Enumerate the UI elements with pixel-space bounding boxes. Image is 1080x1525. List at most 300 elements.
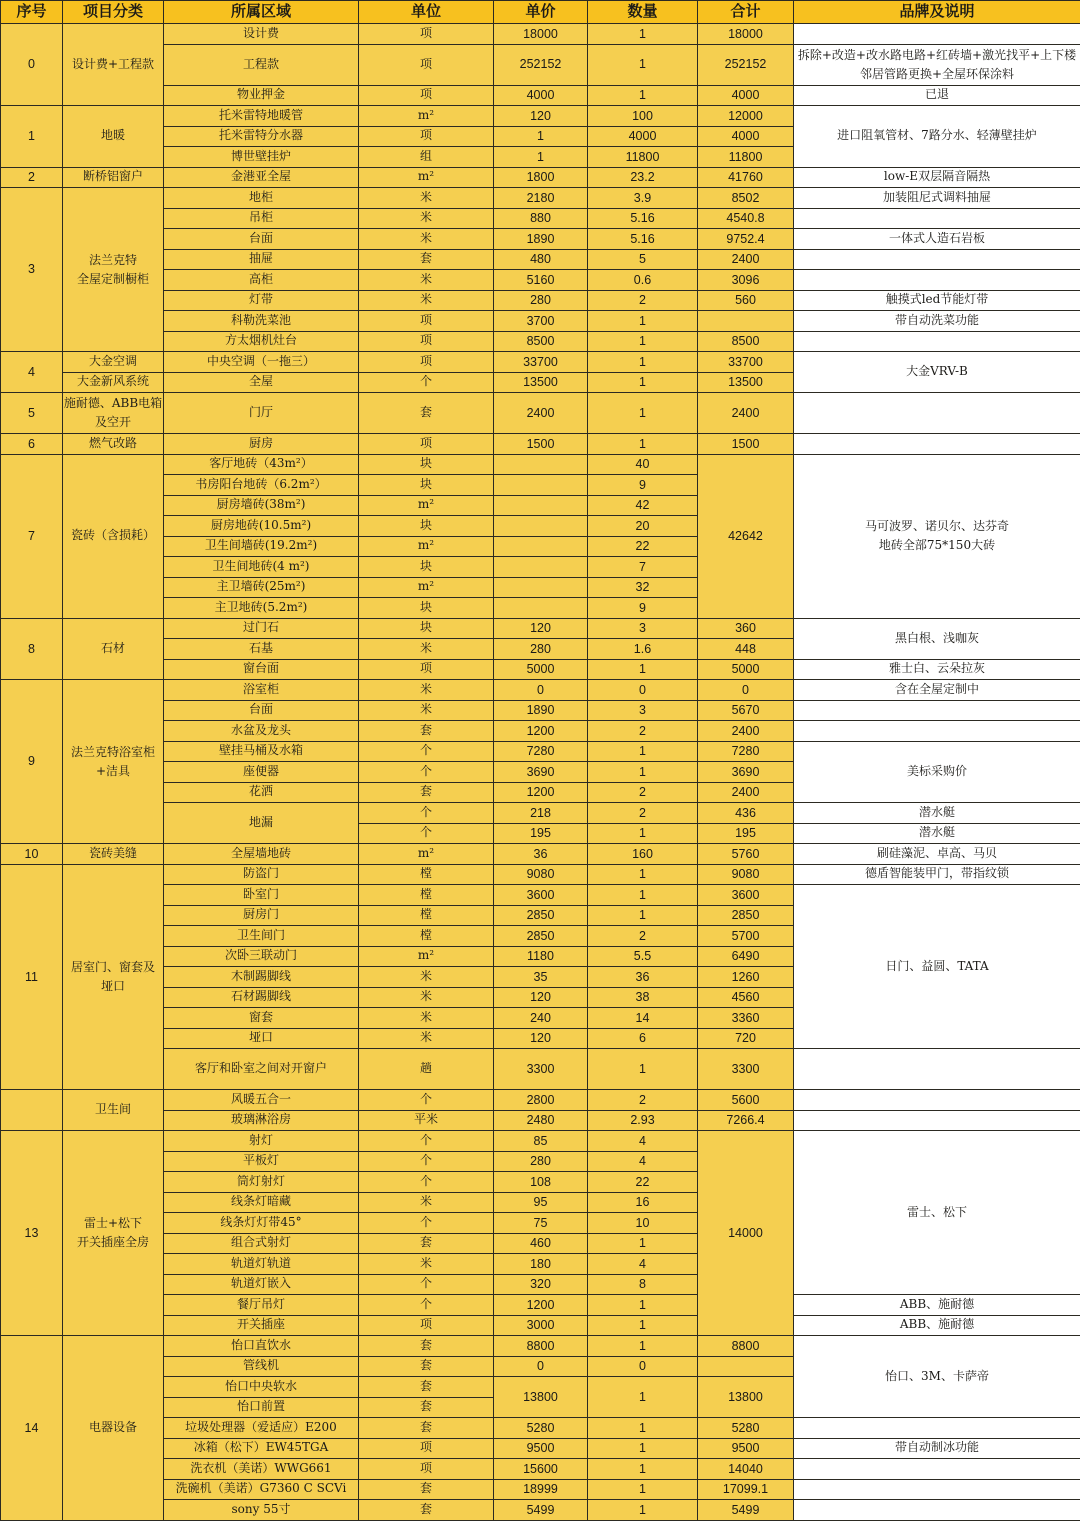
table-cell: 全屋 [164, 372, 359, 393]
table-cell: 5700 [698, 926, 794, 947]
table-cell: 14040 [698, 1459, 794, 1480]
table-cell: 1 [588, 352, 698, 373]
table-cell: 11800 [588, 147, 698, 168]
table-cell: 个 [359, 762, 494, 783]
table-cell: 米 [359, 680, 494, 701]
table-cell: 1 [588, 1479, 698, 1500]
table-cell: 2850 [698, 905, 794, 926]
table-cell: 9500 [494, 1438, 588, 1459]
table-cell: 460 [494, 1233, 588, 1254]
table-cell: 14 [1, 1336, 63, 1521]
table-cell: 195 [698, 823, 794, 844]
table-row [1, 24, 1080, 45]
table-cell: 2400 [698, 393, 794, 434]
table-cell: 块 [359, 618, 494, 639]
table-cell: m² [359, 844, 494, 865]
table-cell: 米 [359, 700, 494, 721]
table-cell: 大金空调 [63, 352, 164, 373]
table-cell: 卫生间门 [164, 926, 359, 947]
table-cell: 次卧三联动门 [164, 946, 359, 967]
table-cell: 720 [698, 1028, 794, 1049]
table-cell: 项 [359, 85, 494, 106]
table-row [1, 680, 1080, 701]
table-cell [494, 536, 588, 557]
table-cell: 8800 [494, 1336, 588, 1357]
table-cell [794, 1110, 1080, 1131]
table-cell: 线条灯暗藏 [164, 1192, 359, 1213]
table-cell: 已退 [794, 85, 1080, 106]
table-cell: 13500 [494, 372, 588, 393]
table-cell: m² [359, 495, 494, 516]
table-cell: 怡口中央软水 [164, 1377, 359, 1398]
table-row [1, 454, 1080, 475]
table-cell: 320 [494, 1274, 588, 1295]
table-cell: 米 [359, 208, 494, 229]
table-cell: 过门石 [164, 618, 359, 639]
table-cell: 36 [588, 967, 698, 988]
table-cell: 博世壁挂炉 [164, 147, 359, 168]
table-cell: ABB、施耐德 [794, 1295, 1080, 1316]
table-cell: 240 [494, 1008, 588, 1029]
table-cell: 35 [494, 967, 588, 988]
table-cell: 套 [359, 1418, 494, 1439]
table-cell [494, 598, 588, 619]
table-cell: 项 [359, 1315, 494, 1336]
table-cell: 块 [359, 475, 494, 496]
table-cell: 3 [588, 618, 698, 639]
table-cell: 加装阻尼式调料抽屉 [794, 188, 1080, 209]
table-cell: 米 [359, 987, 494, 1008]
table-cell: 15600 [494, 1459, 588, 1480]
table-cell: 轨道灯轨道 [164, 1254, 359, 1275]
table-cell: 组 [359, 147, 494, 168]
table-cell [494, 454, 588, 475]
table-cell: 120 [494, 106, 588, 127]
table-row [1, 106, 1080, 127]
table-cell: 32 [588, 577, 698, 598]
table-cell: 9 [588, 475, 698, 496]
table-cell: 1890 [494, 700, 588, 721]
table-cell: 平米 [359, 1110, 494, 1131]
table-cell: 3690 [698, 762, 794, 783]
table-cell: 0.6 [588, 270, 698, 291]
table-cell: 抽屉 [164, 249, 359, 270]
table-cell: 18999 [494, 1479, 588, 1500]
table-cell: 10 [1, 844, 63, 865]
table-cell: 9752.4 [698, 229, 794, 250]
table-cell: 项 [359, 24, 494, 45]
table-row [1, 352, 1080, 373]
table-cell: 项 [359, 311, 494, 332]
table-cell: 射灯 [164, 1131, 359, 1152]
table-cell: 195 [494, 823, 588, 844]
table-cell: 0 [494, 1356, 588, 1377]
table-cell: 米 [359, 270, 494, 291]
table-cell: 组合式射灯 [164, 1233, 359, 1254]
table-cell: 怡口前置 [164, 1397, 359, 1418]
table-cell: 3300 [494, 1049, 588, 1090]
table-cell: 樘 [359, 905, 494, 926]
table-cell: 3690 [494, 762, 588, 783]
table-cell: 套 [359, 1336, 494, 1357]
table-cell: 2400 [698, 782, 794, 803]
table-cell: 560 [698, 290, 794, 311]
table-cell: 6 [1, 434, 63, 455]
table-cell: 1 [588, 24, 698, 45]
table-cell: 1 [588, 393, 698, 434]
table-cell: 高柜 [164, 270, 359, 291]
table-cell: 2 [588, 290, 698, 311]
table-cell: ABB、施耐德 [794, 1315, 1080, 1336]
table-cell: 160 [588, 844, 698, 865]
table-cell: 1 [588, 1295, 698, 1316]
table-cell: 8800 [698, 1336, 794, 1357]
table-cell: 项 [359, 434, 494, 455]
table-cell: 9080 [698, 864, 794, 885]
table-cell: 13800 [698, 1377, 794, 1418]
table-cell: 厨房门 [164, 905, 359, 926]
table-cell: 252152 [698, 44, 794, 85]
table-cell: 中央空调（一拖三） [164, 352, 359, 373]
table-cell: 1200 [494, 1295, 588, 1316]
table-cell: 2 [588, 782, 698, 803]
table-cell: 套 [359, 1233, 494, 1254]
table-cell: 5.16 [588, 229, 698, 250]
table-cell: 居室门、窗套及 垭口 [63, 864, 164, 1090]
table-cell: 带自动制冰功能 [794, 1438, 1080, 1459]
table-cell: 280 [494, 639, 588, 660]
table-cell: 花洒 [164, 782, 359, 803]
table-cell: 3000 [494, 1315, 588, 1336]
table-cell: 科勒洗菜池 [164, 311, 359, 332]
table-cell: 1500 [698, 434, 794, 455]
table-cell: 3700 [494, 311, 588, 332]
table-cell: 2 [588, 1090, 698, 1111]
table-cell: 带自动洗菜功能 [794, 311, 1080, 332]
table-cell: 40 [588, 454, 698, 475]
table-cell: 厨房地砖(10.5m²) [164, 516, 359, 537]
table-cell: 5600 [698, 1090, 794, 1111]
table-cell: 卫生间 [63, 1090, 164, 1131]
table-cell: 垃圾处理器（爱适应）E200 [164, 1418, 359, 1439]
table-cell [698, 1356, 794, 1377]
table-cell: 浴室柜 [164, 680, 359, 701]
table-cell: 480 [494, 249, 588, 270]
table-cell: 9 [1, 680, 63, 844]
table-cell: 5000 [698, 659, 794, 680]
table-cell: 1 [588, 885, 698, 906]
header-total: 合计 [698, 1, 794, 24]
table-cell: 9 [588, 598, 698, 619]
table-cell: 120 [494, 618, 588, 639]
table-cell: 1 [588, 85, 698, 106]
table-cell: 套 [359, 721, 494, 742]
table-cell: 1 [588, 1418, 698, 1439]
table-cell: 42642 [698, 454, 794, 618]
table-cell: 米 [359, 967, 494, 988]
table-cell [494, 577, 588, 598]
table-cell: 项 [359, 1459, 494, 1480]
table-cell: 石材 [63, 618, 164, 680]
table-cell: 3600 [494, 885, 588, 906]
table-cell: 卫生间地砖(4 m²) [164, 557, 359, 578]
table-cell: 5 [588, 249, 698, 270]
table-cell: 0 [588, 1356, 698, 1377]
table-cell: 9500 [698, 1438, 794, 1459]
table-cell: 地柜 [164, 188, 359, 209]
table-cell: 燃气改路 [63, 434, 164, 455]
table-cell: 4000 [698, 126, 794, 147]
table-cell: 黑白根、浅咖灰 [794, 618, 1080, 659]
table-cell: 套 [359, 1397, 494, 1418]
table-cell [494, 495, 588, 516]
table-cell: 2 [1, 167, 63, 188]
header-unit-price: 单价 [494, 1, 588, 24]
table-cell: 218 [494, 803, 588, 824]
table-cell [494, 516, 588, 537]
table-cell [794, 1090, 1080, 1111]
table-cell: 8502 [698, 188, 794, 209]
table-cell: 1800 [494, 167, 588, 188]
table-cell: 个 [359, 1172, 494, 1193]
table-cell: 块 [359, 557, 494, 578]
table-row [1, 167, 1080, 188]
table-cell: 德盾智能装甲门，带指纹锁 [794, 864, 1080, 885]
table-cell: 趟 [359, 1049, 494, 1090]
table-cell: 280 [494, 1151, 588, 1172]
table-cell [698, 311, 794, 332]
table-cell: 项 [359, 352, 494, 373]
table-cell: 108 [494, 1172, 588, 1193]
header-category: 项目分类 [63, 1, 164, 24]
table-cell: 卧室门 [164, 885, 359, 906]
table-cell: 95 [494, 1192, 588, 1213]
table-cell: 壁挂马桶及水箱 [164, 741, 359, 762]
table-cell [494, 557, 588, 578]
table-cell: sony 55寸 [164, 1500, 359, 1521]
table-cell: 台面 [164, 229, 359, 250]
table-cell: 2800 [494, 1090, 588, 1111]
table-cell: 地暖 [63, 106, 164, 168]
table-cell: 120 [494, 1028, 588, 1049]
table-cell: 3 [1, 188, 63, 352]
table-cell: 块 [359, 516, 494, 537]
table-cell: 10 [588, 1213, 698, 1234]
table-cell: 台面 [164, 700, 359, 721]
table-cell: 7 [1, 454, 63, 618]
table-cell: 电器设备 [63, 1336, 164, 1521]
table-row [1, 393, 1080, 434]
table-cell: 个 [359, 803, 494, 824]
table-cell: 冰箱（松下）EW45TGA [164, 1438, 359, 1459]
table-cell: 块 [359, 598, 494, 619]
table-cell: 樘 [359, 885, 494, 906]
table-cell: 1 [588, 434, 698, 455]
table-cell: 法兰克特 全屋定制橱柜 [63, 188, 164, 352]
table-cell: 18000 [494, 24, 588, 45]
table-cell [1, 1090, 63, 1131]
table-cell: 米 [359, 1192, 494, 1213]
table-cell: 2.93 [588, 1110, 698, 1131]
table-cell: 个 [359, 1090, 494, 1111]
table-cell: 42 [588, 495, 698, 516]
table-cell: 线条灯灯带45° [164, 1213, 359, 1234]
table-cell: 1500 [494, 434, 588, 455]
table-cell: 项 [359, 659, 494, 680]
table-cell: 法兰克特浴室柜 +洁具 [63, 680, 164, 844]
table-cell: 1 [588, 1500, 698, 1521]
table-cell: low-E双层隔音隔热 [794, 167, 1080, 188]
table-cell: 2 [588, 721, 698, 742]
table-cell: 5 [1, 393, 63, 434]
table-cell: 个 [359, 741, 494, 762]
table-cell: 4 [1, 352, 63, 393]
table-cell: 1 [588, 1336, 698, 1357]
table-cell: 餐厅吊灯 [164, 1295, 359, 1316]
table-cell: 1 [588, 762, 698, 783]
table-cell: 5000 [494, 659, 588, 680]
table-cell: 1 [588, 1233, 698, 1254]
table-cell: 项 [359, 44, 494, 85]
table-cell: 1 [1, 106, 63, 168]
table-cell: 13800 [494, 1377, 588, 1418]
table-cell: 880 [494, 208, 588, 229]
table-cell [794, 1418, 1080, 1439]
table-cell: 1890 [494, 229, 588, 250]
table-cell: 252152 [494, 44, 588, 85]
table-cell: 1 [494, 147, 588, 168]
table-cell: 8 [1, 618, 63, 680]
table-row [1, 434, 1080, 455]
table-cell: 水盆及龙头 [164, 721, 359, 742]
table-cell: 0 [1, 24, 63, 106]
table-cell: 16 [588, 1192, 698, 1213]
table-cell: 雷士+松下 开关插座全房 [63, 1131, 164, 1336]
table-cell: 轨道灯嵌入 [164, 1274, 359, 1295]
table-cell: 金港亚全屋 [164, 167, 359, 188]
table-cell: 风暖五合一 [164, 1090, 359, 1111]
table-cell: 20 [588, 516, 698, 537]
table-cell: 洗衣机（美诺）WWG661 [164, 1459, 359, 1480]
table-cell: 33700 [698, 352, 794, 373]
table-cell: 套 [359, 1479, 494, 1500]
table-row [1, 1090, 1080, 1111]
table-cell: 管线机 [164, 1356, 359, 1377]
table-cell: 1 [588, 659, 698, 680]
table-cell: 一体式人造石岩板 [794, 229, 1080, 250]
table-cell: 7266.4 [698, 1110, 794, 1131]
table-cell: 门厅 [164, 393, 359, 434]
table-cell: 360 [698, 618, 794, 639]
table-cell: 窗套 [164, 1008, 359, 1029]
table-cell: 个 [359, 1131, 494, 1152]
table-cell [794, 1459, 1080, 1480]
table-cell: 13 [1, 1131, 63, 1336]
table-cell: 5499 [698, 1500, 794, 1521]
table-cell: 18000 [698, 24, 794, 45]
table-cell: 木制踢脚线 [164, 967, 359, 988]
table-cell: 38 [588, 987, 698, 1008]
table-cell [794, 434, 1080, 455]
header-area: 所属区域 [164, 1, 359, 24]
table-cell: m² [359, 106, 494, 127]
table-cell: 0 [698, 680, 794, 701]
table-cell: 灯带 [164, 290, 359, 311]
table-cell: 潜水艇 [794, 803, 1080, 824]
table-cell: 2850 [494, 926, 588, 947]
table-cell: 14000 [698, 1131, 794, 1336]
table-cell: 日门、益圆、TATA [794, 885, 1080, 1049]
table-cell: 436 [698, 803, 794, 824]
table-cell: 触摸式led节能灯带 [794, 290, 1080, 311]
table-cell: 7280 [494, 741, 588, 762]
table-cell: 4000 [698, 85, 794, 106]
table-cell: 1260 [698, 967, 794, 988]
table-cell: 3600 [698, 885, 794, 906]
table-cell [794, 249, 1080, 270]
table-cell: 3 [588, 700, 698, 721]
table-cell: 11 [1, 864, 63, 1090]
table-cell: 0 [588, 680, 698, 701]
table-cell: 120 [494, 987, 588, 1008]
table-cell: 米 [359, 188, 494, 209]
table-cell: 开关插座 [164, 1315, 359, 1336]
table-cell [794, 1049, 1080, 1090]
table-cell: 套 [359, 1356, 494, 1377]
table-cell: 米 [359, 1254, 494, 1275]
table-row [1, 1336, 1080, 1357]
table-cell: 85 [494, 1131, 588, 1152]
table-cell: 美标采购价 [794, 741, 1080, 803]
table-cell: m² [359, 577, 494, 598]
table-cell: 客厅地砖（43m²） [164, 454, 359, 475]
table-cell: 4 [588, 1151, 698, 1172]
table-cell: 马可波罗、诺贝尔、达芬奇 地砖全部75*150大砖 [794, 454, 1080, 618]
table-row [1, 1131, 1080, 1152]
table-cell: 项 [359, 126, 494, 147]
table-cell: 1 [588, 1315, 698, 1336]
table-cell: 1 [588, 1377, 698, 1418]
table-row [1, 844, 1080, 865]
table-cell: 设计费 [164, 24, 359, 45]
table-cell: 套 [359, 782, 494, 803]
table-cell: 1200 [494, 721, 588, 742]
table-cell: 4560 [698, 987, 794, 1008]
table-cell: 个 [359, 1151, 494, 1172]
table-cell: 100 [588, 106, 698, 127]
table-cell: 石基 [164, 639, 359, 660]
table-cell: 大金新风系统 [63, 372, 164, 393]
table-cell: 防盗门 [164, 864, 359, 885]
table-cell: 1 [494, 126, 588, 147]
table-row [1, 864, 1080, 885]
table-cell: 13500 [698, 372, 794, 393]
table-cell: 1 [588, 1438, 698, 1459]
table-cell: 22 [588, 536, 698, 557]
table-cell: 吊柜 [164, 208, 359, 229]
table-cell: 8 [588, 1274, 698, 1295]
table-cell: 8500 [494, 331, 588, 352]
table-cell: 垭口 [164, 1028, 359, 1049]
table-cell: 筒灯射灯 [164, 1172, 359, 1193]
table-cell: 2850 [494, 905, 588, 926]
table-cell: 刷硅藻泥、卓高、马贝 [794, 844, 1080, 865]
table-cell: 8500 [698, 331, 794, 352]
table-cell: 1 [588, 331, 698, 352]
table-cell [794, 1500, 1080, 1521]
table-cell: 5280 [698, 1418, 794, 1439]
table-cell: 17099.1 [698, 1479, 794, 1500]
